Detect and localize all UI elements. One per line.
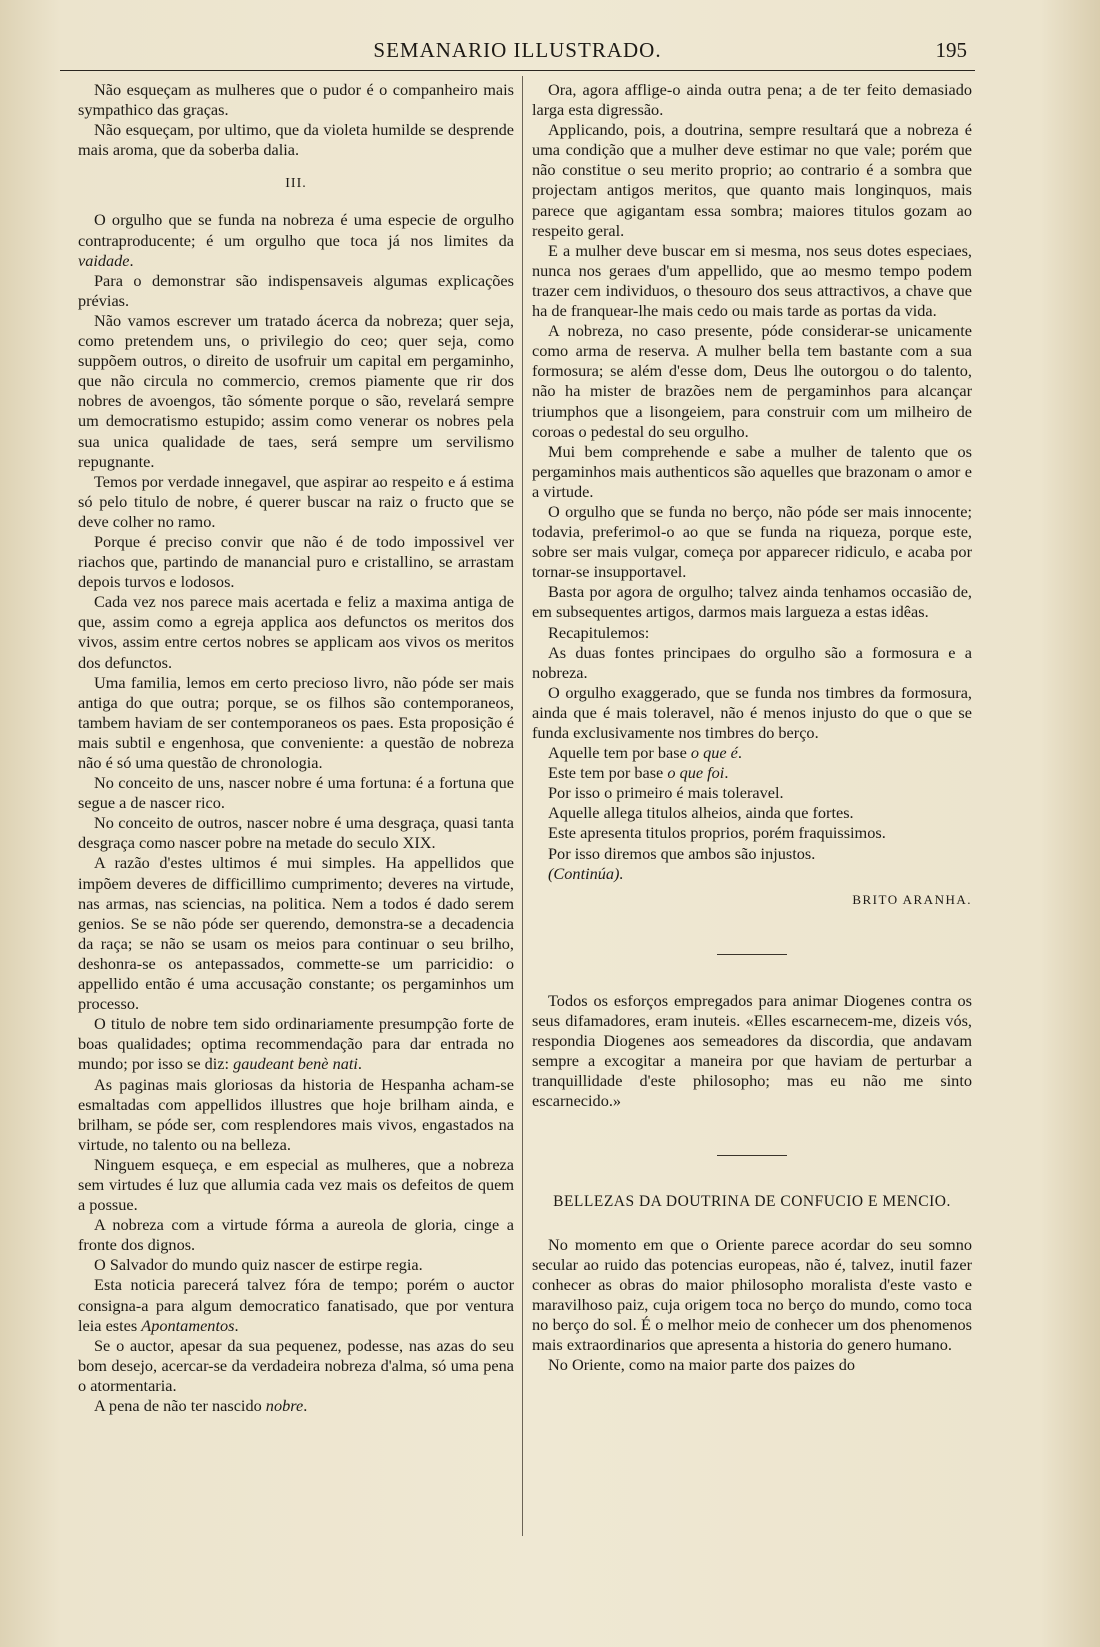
paragraph: No conceito de outros, nascer nobre é uma desgraça, quasi tanta desgraça como nascer pobre na metade do seculo XIX. [78,813,514,853]
paragraph: Este apresenta titulos proprios, porém fraquissimos. [548,823,886,843]
paragraph: E a mulher deve buscar em si mesma, nos seus dotes especiaes, nunca nos geraes d'um appellido, que ao mesmo tempo podem trazer cem individuos, o thesouro dos seus attractivos, a chave que ha de franquear-lhe mais cedo ou mais tarde as portas da vida. [532,240,972,321]
paragraph: A nobreza, no caso presente, póde considerar-se unicamente como arma de reserva. A mulher bella tem bastante com a sua formosura; se além d'esse dom, Deus lhe outorgou o do talento, não ha mister de brazões nem de pergaminhos para alcançar triumphos que a lisongeiem, para construir com um milheiro de coroas o pedestal do seu orgulho. [532,321,972,441]
paragraph: Porque é preciso convir que não é de todo impossivel ver riachos que, partindo de manancial puro e cristallino, se arrastam depois turvos e lodosos. [78,531,514,592]
paragraph: Aquelle tem por base o que é. [548,743,742,763]
masthead-title: SEMANARIO ILLUSTRADO. [373,38,662,62]
paragraph: Não esqueçam as mulheres que o pudor é o companheiro mais sympathico das graças. [78,80,514,120]
separator-rule [717,954,787,955]
right-column [532,80,972,1375]
paragraph: Ora, agora afflige-o ainda outra pena; a de ter feito demasiado larga esta digressão. [532,80,972,120]
separator-rule [717,1155,787,1156]
paragraph: Recapitulemos: [548,622,650,642]
paragraph: A pena de não ter nascido nobre. [94,1396,308,1415]
paragraph: Mui bem comprehende e sabe a mulher de talento que os pergaminhos mais authenticos são aquelles que brazonam o amor e a virtude. [532,441,972,501]
paragraph: Para o demonstrar são indispensaveis algumas explicações prévias. [78,270,514,310]
paragraph: A razão d'estes ultimos é mui simples. Ha appellidos que impõem deveres de difficillimo cumprimento; deveres na virtude, nas armas, nas sciencias, na politica. Nem a todos é dado serem genios. Se se não póde ser querendo, demonstra-se a decadencia da raça; se não se usam os meios para continuar o seu brilho, deshonra-se os antepassados, commette-se um parricidio: o appellido então é uma accusação constante; os pergaminhos um processo. [78,853,514,1014]
paragraph: Não esqueçam, por ultimo, que da violeta humilde se desprende mais aroma, que da soberba dalia. [78,120,514,160]
paragraph: No Oriente, como na maior parte dos paizes do [548,1355,855,1375]
paragraph: Todos os esforços empregados para animar Diogenes contra os seus difamadores, eram inuteis. «Elles escarnecem-me, dizeis vós, respondia Diogenes aos semeadores da discordia, que andavam sempre a excogitar a maneira por que haviam de perturbar a tranquillidade d'este philosopho; mas eu não me sinto escarnecido.» [532,990,972,1111]
paragraph: Não vamos escrever um tratado ácerca da nobreza; quer seja, como pretendem uns, o privilegio do ceo; quer seja, como suppõem outros, o direito de usofruir um capital em pergaminho, que não circula no commercio, cremos piamente que rir dos nobres de avoengos, tão sómente porque o são, revelará sempre um democratismo estupido; assim como venerar os nobres pela sua unica qualidade de taes, será sempre um servilismo repugnante. [78,310,514,471]
paragraph: O orgulho exaggerado, que se funda nos timbres da formosura, ainda que é mais toleravel, não é menos injusto do que o que se funda exclusivamente nos timbres do berço. [532,682,972,742]
paragraph: Se o auctor, apesar da sua pequenez, podesse, nas azas do seu bom desejo, acercar-se da verdadeira nobreza d'alma, só uma pena o atormentaria. [78,1335,514,1395]
page-header [60,34,975,71]
paragraph: As paginas mais gloriosas da historia de Hespanha acham-se esmaltadas com appellidos illustres que hoje brilham ainda, e brilham, se póde ser, com resplendores mais vivos, engastados na virtude, no talento ou na belleza. [78,1074,514,1154]
paragraph: Aquelle allega titulos alheios, ainda que fortes. [548,803,854,823]
paragraph: O Salvador do mundo quiz nascer de estirpe regia. [94,1255,423,1275]
paragraph: Por isso diremos que ambos são injustos. [548,843,816,863]
paragraph: Cada vez nos parece mais acertada e feliz a maxima antiga de que, assim como a egreja applica aos defunctos os meritos dos vivos, assim entre certos nobres se applicam aos vivos os meritos dos defunctos. [78,592,514,672]
paragraph: As duas fontes principaes do orgulho são a formosura e a nobreza. [532,642,972,682]
paragraph: O orgulho que se funda no berço, não póde ser mais innocente; todavia, preferimol-o ao que se funda na riqueza, porque este, sobre ser mais vulgar, começa por apparecer ridiculo, e acaba por tornar-se insupportavel. [532,501,972,582]
paragraph: O orgulho que se funda na nobreza é uma especie de orgulho contraproducente; é um orgulho que toca já nos limites da vaidade. [78,210,514,270]
paragraph: No momento em que o Oriente parece acordar do seu somno secular ao ruido das potencias europeas, não é, talvez, inutil fazer conhecer as obras do maior philosopho moralista d'este vasto e maravilhoso paiz, cuja origem toca no berço do mundo, como toca no berço do sol. É o melhor meio de conhecer um dos phenomenos mais extraordinarios que apresenta a historia do genero humano. [532,1234,972,1354]
column-divider [522,76,523,1536]
paragraph: Temos por verdade innegavel, que aspirar ao respeito e á estima só pelo titulo de nobre, é querer buscar na raiz o fructo que se deve colher no ramo. [78,471,514,531]
paragraph: Applicando, pois, a doutrina, sempre resultará que a nobreza é uma condição que a mulher deve estimar no que vale; porém que não constitue o seu merito proprio; ao contrario é a sombra que projectam antigos meritos, que quanto mais longinquos, mais parece que agigantam essa sombra; maiores titulos gozam ao respeito geral. [532,120,972,240]
paragraph: Ninguem esqueça, e em especial as mulheres, que a nobreza sem virtudes é luz que allumia cada vez mais os defeitos de quem a possue. [78,1154,514,1215]
article-title: BELLEZAS DA DOUTRINA DE CONFUCIO E MENCIO. [553,1193,951,1211]
paragraph: A nobreza com a virtude fórma a aureola de gloria, cinge a fronte dos dignos. [78,1215,514,1255]
paragraph: Uma familia, lemos em certo precioso livro, não póde ser mais antiga do que outra; porque, se os filhos são contemporaneos, tambem haviam de ser contemporaneos os paes. Esta proposição é mais subtil e engenhosa, que conveniente: a questão de nobreza não é só uma questão de chronologia. [78,672,514,772]
section-number: III. [285,176,307,192]
paragraph: No conceito de uns, nascer nobre é uma fortuna: é a fortuna que segue a de nascer rico. [78,773,514,813]
continues-note: (Continúa). [548,863,624,883]
page-number: 195 [935,38,967,62]
author-signature: BRITO ARANHA. [852,891,972,907]
paragraph: Por isso o primeiro é mais toleravel. [548,783,784,803]
paragraph: O titulo de nobre tem sido ordinariamente presumpção forte de boas qualidades; optima recommendação para dar entrada no mundo; por isso se diz: gaudeant benè nati. [78,1014,514,1074]
paragraph: Esta noticia parecerá talvez fóra de tempo; porém o auctor consigna-a para algum democratico fanatisado, que por ventura leia estes Apontamentos. [78,1275,514,1335]
paragraph: Basta por agora de orgulho; talvez ainda tenhamos occasião de, em subsequentes artigos, darmos mais largueza a estas idêas. [532,582,972,622]
paragraph: Este tem por base o que foi. [548,763,729,783]
left-column [78,80,514,1416]
